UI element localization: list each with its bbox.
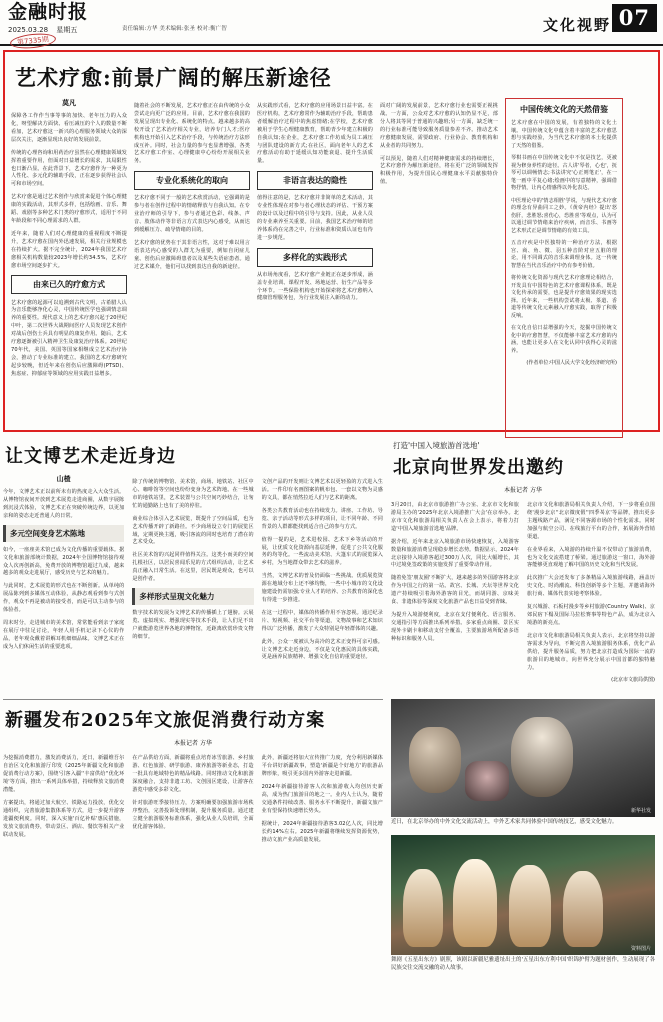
- article-wenbo: [3, 440, 383, 683]
- paragraph: 北京市文化和旅游局相关负责人表示，北京将坚持以游客需求为导向，不断完善入境旅游服务体系，优化产品供给，提升服务品质，努力把北京打造成为国际一流的旅游目的地城市，向世界充分展示中国首都的独特魅力。: [527, 632, 655, 671]
- feature-subhead-3: 非语言表达的隐性: [257, 171, 373, 190]
- photo-dance-drama: [391, 835, 655, 955]
- wenbo-subhead-1: 多元空间变身艺术陈地: [3, 525, 124, 542]
- photo1-caption: 近日，在北京举办的中外文化交流活动上，中外艺术家共同体验中国传统技艺，感受文化魅力。: [391, 819, 618, 826]
- paragraph: 如今，一座座美术馆已成为文化传播的重要载体。据文化和旅游部统计数据，2024年全国博物馆接待观众人次再创新高，免费开放的博物馆超过九成，越来越多的观众走进展厅，感受历史与艺术的魅力。: [3, 546, 125, 577]
- paragraph: 商业综合体引入艺术展览，既提升了空间品质，也为艺术传播开辟了新路径。不少商场设立专门的展览区域，定期更换主题，吸引客流的同时也培育了潜在的艺术受众。: [132, 515, 254, 546]
- wenbo-column-1: [3, 474, 124, 666]
- article-beijing: [391, 440, 655, 683]
- paragraph: 此外，公众一度被认为高冷的艺术正变得可亲可感。让文博艺术走近身边，不仅是文化惠民的具体实践，更是涵养民族精神、增强文化自信的重要途径。: [261, 638, 383, 661]
- paragraph: 复兴城游、石板村漫步等乡村旅游(Country Walk)、京郊民宿下榻及国际马拉松赛事等特色产品，成为北京入境游的新亮点。: [527, 604, 655, 626]
- xinjiang-column-3: [262, 750, 383, 848]
- paragraph: 随着免签'朋友圈'不断扩大，越来越多的外国游客将北京作为中国之行的第一站。故宫、长城、天坛等世界文化遗产持续吸引着海外游客的目光，而胡同游、京味美食、非遗体验等深度文化旅游产品也日益受到青睐。: [391, 575, 519, 606]
- feature-column-1: [11, 98, 127, 438]
- feature-column-4: [380, 98, 498, 438]
- issue-stamp: 第7335期: [9, 32, 56, 51]
- xinjiang-reporter: 本报记者 方华: [174, 740, 212, 748]
- paragraph: 琴棋书画在中国传统文化中不仅是技艺，更被视为修身养性的途径。古人讲'琴者，心也'，抚琴可以调畅情志;书法讲究'心正则笔正'，在一笔一画中平复心绪;绘画中的写意精神，强调借物抒情，让内心情感得以外化表达。: [511, 155, 617, 191]
- paragraph: 中医理论中的'情志相胜'学说，与现代艺术疗愈的理念有异曲同工之妙。《黄帝内经》提出'怒伤肝，悲胜怒;喜伤心，恐胜喜'等观点，认为可以通过调节情绪来治疗疾病，而音乐、书画等艺术形式正是调节情绪的有效工具。: [511, 197, 617, 234]
- paragraph: 面对广阔的发展前景，艺术疗愈行业也需要正视挑战。一方面，公众对艺术疗愈的认知仍显不足，部分人将其等同于普通的兴趣班;另一方面，缺乏统一的行业标准可能导致服务质量参差不齐。推动艺术疗愈健康发展，需要政府、行业协会、教育机构和从业者的共同努力。: [380, 103, 498, 149]
- feature-subhead-1: 由来已久的疗愈方式: [11, 275, 127, 294]
- paragraph: 艺术疗愈的起源可以追溯到古代文明，古希腊人认为音乐能够净化心灵，中国传统医学也强调情志调养的重要性。现代意义上的艺术疗愈兴起于20世纪中叶，第二次世界大战期间医疗人员发现艺术创作对战后创伤士兵具有明显的康复作用。随后，艺术疗愈逐渐被引入精神卫生及康复治疗体系。20世纪70年代，美国、英国等国家相继成立艺术治疗协会，推动了专业标准的建立。我国的艺术疗愈研究起步较晚，但近年来在创伤后应激障碍(PTSD)、焦虑症、抑郁症等领域的应用实践日益增多。: [11, 299, 127, 377]
- feature-sidebar: [505, 98, 623, 438]
- feature-title: 艺术疗愈:前景广阔的解压新途径: [15, 65, 332, 90]
- paragraph: 五音疗疾是中医独特的一种治疗方法，根据宫、商、角、徵、羽五种音阶对应五脏的理论，用不同调式的音乐来调理身体。这一传统智慧在当代音乐治疗中仍有参考价值。: [511, 240, 617, 269]
- paragraph: 值得一提的是，艺术进校园、艺术下乡等活动的开展，让优质文化资源向基层延伸，促进了公共文化服务的均等化。一些流动美术馆、大篷车式的展览深入乡村，为当地群众带去艺术的滋养。: [261, 536, 383, 567]
- paragraph: 为挖掘消费潜力，激发消费活力，近日，新疆维吾尔自治区文化和旅游厅印发《2025年新疆文化和旅游促消费行动方案》，围绕'引客入疆''丰富供给''优化环境'等方面，推出一系列具体举措，持续释放文旅消费潜能。: [3, 755, 125, 794]
- wenbo-column-2: [132, 474, 253, 666]
- wenbo-subhead-2: 多样形式呈现文化魅力: [132, 588, 253, 605]
- photo2-caption: 舞剧《五星出东方》剧照，该剧以新疆尼雅遗址出土的'五星出东方利中国'织锦护臂为题材创作，生动展现了各民族交往交流交融的动人故事。: [391, 956, 655, 971]
- paragraph: 保障各工作作当事等事的加快、老年压力的入众化，呀望解决方面快、看压减压的个人的数量不断看加，艺术疗愈这一新兴的心理服务领域大众的深层次关注，逐渐显现出良好的发展前景。: [11, 113, 127, 143]
- paragraph: 艺术疗愈的优势在于其非语言性，这对于难以用言语表达内心感受的人群尤为重要，例如自闭症儿童、创伤后应激障碍患者以及某些失语症患者。通过艺术媒介，他们可以找到表达自我的新途径。: [134, 239, 250, 270]
- wenbo-title: 让文博艺术走近身边: [5, 446, 176, 467]
- paragraph: 文创产品的开发则让文博艺术以更轻盈的方式进入生活。一件印有名画图案的帆布包、一套以文物为灵感的文具，都在悄然拉近人们与艺术的距离。: [261, 479, 383, 501]
- paragraph: 今年，文博艺术正以前所未有的热度走入大众生活。从博物馆夜间开放到艺术展览走进商圈，从数字展陈到沉浸式体验，文博艺术正在突破传统边界，以更加亲和的姿态走近普通人的日常。: [3, 489, 125, 519]
- paragraph: 据统计，2024年新疆接待游客3.02亿人次，同比增长约14%左右。2025年新疆将继续发挥资源优势，推动文旅产业高质量发展。: [261, 820, 383, 843]
- paragraph: 将传统文化资源与现代艺术疗愈理论相结合，开发具有中国特色的艺术疗愈课程体系，既是文化传承的需要，也是提升疗愈效果的现实选择。近年来，一些机构尝试将太极、茶道、香道等传统文化元素融入疗愈实践，取得了积极反响。: [511, 275, 617, 319]
- xinjiang-column-2: [132, 750, 253, 848]
- paragraph: 在产品供给方面，新疆将重点培育冰雪旅游、乡村旅游、红色旅游、研学旅游、康养旅游等新业态，打造一批具有地域特色的精品线路。同时推动文化和旅游深度融合，支持非遗工坊、文创园区建设，让游客在游览中感受多彩文化。: [132, 755, 254, 794]
- section-divider: [3, 699, 383, 700]
- paragraph: 方案提出，将通过加大航空、铁路运力投放，优化交通组织，完善旅游集散体系等方式，进一步提升游客进疆便利度。同时，深入实施'百亿补贴'惠民措施，发放文旅消费券，带动景区、酒店、餐饮等相关产业联动发展。: [3, 800, 125, 838]
- paragraph: 针对旅游旺季接待压力，方案明确要加强旅游市场秩序整治，完善投诉处理机制，提升服务质量。通过建立健全旅游服务标准体系，强化从业人员培训，全面优化游客体验。: [132, 800, 254, 830]
- feature-subhead-4: 多样化的实践形式: [257, 248, 373, 267]
- paragraph: 2024年新疆接待游客人次和旅游收入均创历史新高，成为热门旅游目的地之一。业内人士认为，随着交通条件持续改善、服务水平不断提升，新疆文旅产业有望保持快速增长势头。: [261, 784, 383, 814]
- photo-column: [391, 693, 655, 972]
- paragraph: 在文化自信日益增强的今天，挖掘中国传统文化中的疗愈智慧，不仅能够丰富艺术疗愈的内涵，也能让更多人在文化认同中获得心灵的滋养。: [511, 325, 617, 354]
- beijing-column-2: [527, 497, 655, 683]
- beijing-signature: (北京市文旅局供图): [611, 677, 655, 684]
- masthead: [0, 0, 663, 46]
- feature-subhead-2: 专业化系统化的取向: [134, 171, 250, 190]
- paragraph: 为提升入境游便利度，北京在支付便利化、语言服务、交通指引等方面推出系列举措。多家重点商圈、景区实现外卡刷卡和移动支付全覆盖，主要旅游场所配备多语种标识和服务人员。: [391, 612, 519, 642]
- paragraph: 从市场角度看，艺术疗愈产业链正在逐步形成，涵盖专业培训、课程开发、场地运营、衍生产品等多个环节。一些保险机构也开始探索将艺术疗愈纳入健康管理服务包，为行业发展注入新的动力。: [257, 271, 373, 302]
- paragraph: 除了传统的博物馆、美术馆，商场、地铁站、社区中心、咖啡馆等空间也纷纷变身为艺术阵地。在一些城市的地铁站里，艺术装置与公共空间巧妙结合，让匆忙的通勤路上也有了美的停驻。: [132, 479, 254, 509]
- feature-article: [3, 50, 660, 432]
- editor-credits: 责任编辑:方华 美术编辑:张圣 校对:衡广智: [122, 26, 227, 32]
- article-xinjiang: [3, 693, 383, 972]
- photo1-credit: 新华社发: [630, 808, 651, 815]
- newspaper-logo: [8, 2, 88, 35]
- xinjiang-title: 新疆发布2025年文旅促消费行动方案: [5, 710, 326, 732]
- page-number: 07: [612, 4, 657, 32]
- beijing-column-1: [391, 497, 519, 683]
- paragraph: 社区美术馆的兴起同样值得关注。这类小而美的空间扎根社区，以居民喜闻乐见的方式组织活动，让艺术真正融入日常生活。在这里，居民既是观众，也可以是创作者。: [132, 552, 254, 583]
- feature-byline: 莫凡: [62, 99, 76, 107]
- photo-cultural-exchange: [391, 699, 655, 817]
- paragraph: 传统的心理咨询和用药治疗虽然在心理健康领域发挥着重要作用，但面对日益增长的需求，其局限性也日渐凸显。在此背景下，艺术疗愈作为一种更为人性化、多元化的辅助手段，正在逐步获得社会认可和市场空间。: [11, 149, 127, 188]
- paragraph: 值得注意的是，艺术疗愈并非简单的艺术活动，其专业性体现在对参与者心理状态的评估、干预方案的设计以及过程中的引导与支持。因此，从业人员的专业素养至关重要。目前，我国艺术治疗师的培养体系尚在完善之中，行业标准和资质认证也有待进一步规范。: [257, 195, 373, 241]
- paragraph: 周末时分，走进城市的美术馆，常常能看到亲子家庭在展厅中驻足讨论，年轻人用手机记录下心仪的作品，老年观众戴着讲解耳机细细品味。文博艺术正在成为人们休闲生活的重要选项。: [3, 620, 125, 650]
- wenbo-column-3: [262, 474, 383, 666]
- feature-column-3: [257, 98, 373, 438]
- paragraph: 随着社会的不断发展，艺术疗愈正在由传统的小众尝试走向更广泛的应用。目前，艺术疗愈在我国的发展呈现出专业化、系统化的特点。越来越多的高校开设了艺术治疗相关专业，培养专门人才;医疗机构也开始引入艺术治疗手段，与传统治疗方法形成互补。同时，社会力量的参与也显著增强，各类艺术疗愈工作室、心理健康中心纷纷开展相关业务。: [134, 103, 250, 165]
- paragraph: 数字技术的发展为文博艺术的传播插上了翅膀。云展览、虚拟现实、增强现实等技术手段，让人们足不出户就能游览世界各地的博物馆，近距离欣赏珍贵文物的细节。: [132, 610, 254, 640]
- beijing-kicker: 打造'中国入境旅游首选地': [393, 441, 480, 450]
- paragraph: 当然，文博艺术的普及仍面临一些挑战。优质展览资源在地域分布上还不够均衡，一些中小城市的文化设施建设仍需加强;专业人才的培养、公共教育的深化也有待进一步推进。: [261, 573, 383, 603]
- paragraph: 艺术疗愈不同于一般的艺术欣赏活动，它强调的是参与者在创作过程中的情绪释放与自我认知。在专业治疗师的引导下，参与者通过色彩、线条、声音、肢体动作等非语言方式表达内心感受，从而达到缓解压力、疏导情绪的目的。: [134, 195, 250, 233]
- xinjiang-column-1: [3, 750, 124, 848]
- beijing-title: 北京向世界发出邀约: [393, 457, 564, 478]
- mid-section: [3, 440, 660, 683]
- paragraph: 在业界看来，入境游的持续升温不仅带动了旅游消费，也为文化交流搭建了桥梁。通过旅游这一窗口，海外游客能够更直观地了解中国的历史文化和当代发展。: [527, 546, 655, 569]
- paragraph: 从实践形式看，艺术疗愈的应用场景日益丰富。在医疗机构，艺术疗愈常作为辅助治疗手段，帮助患者缓解治疗过程中的焦虑情绪;在学校，艺术疗愈被用于学生心理健康教育，帮助青少年建立积极的自我认知;在企业，艺术疗愈工作坊成为员工减压与团队建设的新方式;在社区，面向老年人的艺术疗愈活动有助于延缓认知功能衰退、提升生活质量。: [257, 103, 373, 165]
- section-title: 文化视野: [542, 16, 611, 34]
- paragraph: 近年来，随着人们对心理健康的重视程度不断提升，艺术疗愈在国内外迅速发展，相关行业规模也在持续扩大。据不完全统计，2024年我国艺术疗愈相关机构数量较2023年增长约34.5%，艺术疗愈市场空间逐步扩大。: [11, 230, 127, 269]
- feature-column-2: [134, 98, 250, 438]
- photo2-credit: 资料图片: [630, 945, 651, 952]
- date-value: 2025.03.28: [8, 25, 49, 34]
- sidebar-title: 中国传统文化的天然借鉴: [520, 104, 608, 114]
- sidebar-signature: (作者单位:中国人民大学文化经济研究所): [526, 360, 617, 366]
- paragraph: 此次推广大会还发布了多条精品入境旅游线路，涵盖历史文化、时尚潮流、科技创新等多个主题，并邀请海外旅行商、媒体代表实地考察体验。: [527, 575, 655, 598]
- paragraph: 此外，新疆还将加大宣传推广力度，充分利用新媒体平台讲好新疆故事，塑造'新疆是个好地方'的旅游品牌形象，吸引更多国内外游客走进新疆。: [261, 755, 383, 778]
- paragraph: 艺术疗愈是通过艺术创作与欣赏来促进个体心理健康的实践活动，其形式多样，包括绘画、音乐、舞蹈、戏剧等多种艺术门类的疗愈形式，适用于不同年龄段和不同心理需求的人群。: [11, 194, 127, 224]
- beijing-reporter: 本报记者 方华: [504, 487, 542, 494]
- paragraph: 在这一过程中，媒体的传播作用不容忽视。通过纪录片、短视频、社交平台等渠道，文物故事和艺术知识得以广泛传播，激发了大众特别是年轻群体的兴趣。: [261, 609, 383, 632]
- bottom-section: [3, 693, 660, 972]
- paragraph: 艺术疗愈在中国的发展，有着独特的文化土壤。中国传统文化中蕴含着丰富的艺术疗愈思想与实践经验，为当代艺术疗愈的本土化提供了天然的借鉴。: [511, 120, 617, 149]
- weekday-value: 星期五: [56, 25, 78, 34]
- paragraph: 据介绍，近年来北京入境旅游市场快速恢复，入境游客数量和旅游消费呈现稳步增长态势。数据显示，2024年北京接待入境游客超过300万人次，同比大幅增长，其中过境免签政策的实施发挥了重要带动作用。: [391, 538, 519, 569]
- paragraph: 3月20日，由北京市旅游推广办公室、北京市文化和旅游局主办的'2025年北京入境游推广大会'在京举办。北京市文化和旅游局相关负责人在会上表示，将着力打造'中国入境旅游首选地'品牌。: [391, 502, 519, 532]
- paragraph: 与此同时，艺术展览的形式也在不断创新。从单纯的展品陈列到多媒体互动体验，从静态观看到参与式创作，观众不再是被动的接受者，而是可以主动参与的体验者。: [3, 583, 125, 614]
- paragraph: 各类公共教育活动也在持续发力。讲座、工作坊、导览、亲子活动等形式多样的项目，让不同年龄、不同背景的人群都能找到适合自己的参与方式。: [261, 507, 383, 530]
- wenbo-byline: 山楂: [56, 475, 71, 483]
- paragraph: 北京市文化和旅游局相关负责人介绍，下一步将重点围绕'漫步北京''北京微度假''四季북京'等品牌，推出更多主题线路产品，满足不同客源市场的个性化需求。同时加强与航空公司、在线旅行平台的合作，拓展海外营销渠道。: [527, 502, 655, 540]
- paragraph: 可以预见，随着人们对精神健康需求的持续增长，艺术疗愈作为解压新途径，将在更广泛的领域发挥积极作用，为提升国民心理健康水平贡献独特价值。: [380, 155, 498, 186]
- logo-title: 金融时报: [8, 1, 89, 23]
